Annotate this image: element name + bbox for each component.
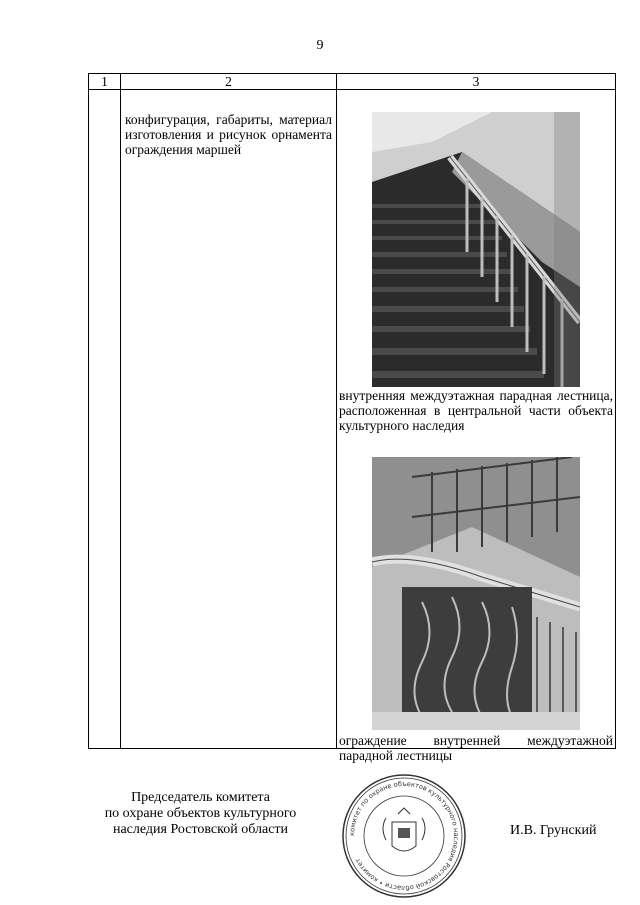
title-line-1: Председатель комитета (131, 790, 270, 805)
railing-photo (372, 457, 580, 730)
signatory-title (88, 790, 313, 838)
row-col-1 (89, 90, 121, 749)
official-seal (340, 772, 468, 900)
document-table (88, 73, 616, 763)
svg-text:комитет по охране объектов кул: комитет по охране объектов культурного наследия Ростовской области • комитет (347, 779, 461, 893)
row-col-3 (337, 90, 616, 763)
title-line-2: по охране объектов культурного (104, 806, 297, 821)
page-number: 9 (316, 38, 324, 53)
signer-name: И.В. Грунский (510, 823, 597, 838)
table-header-row (89, 74, 616, 90)
railing-caption: ограждение внутренней междуэтажной парадной лестницы (339, 733, 613, 763)
row-col-2 (121, 90, 337, 749)
staircase-photo (372, 112, 580, 387)
header-col-3: 3 (337, 74, 616, 90)
title-line-3: наследия Ростовской области (112, 822, 289, 837)
staircase-caption: внутренняя междуэтажная парадная лестница, расположенная в центральной части объекта культурного наследия (339, 388, 613, 433)
element-description: конфигурация, габариты, материал изготовления и рисунок орнамента ограждения маршей (125, 112, 332, 157)
header-col-1: 1 (89, 74, 121, 90)
table-row (89, 90, 616, 749)
header-col-2: 2 (121, 74, 337, 90)
